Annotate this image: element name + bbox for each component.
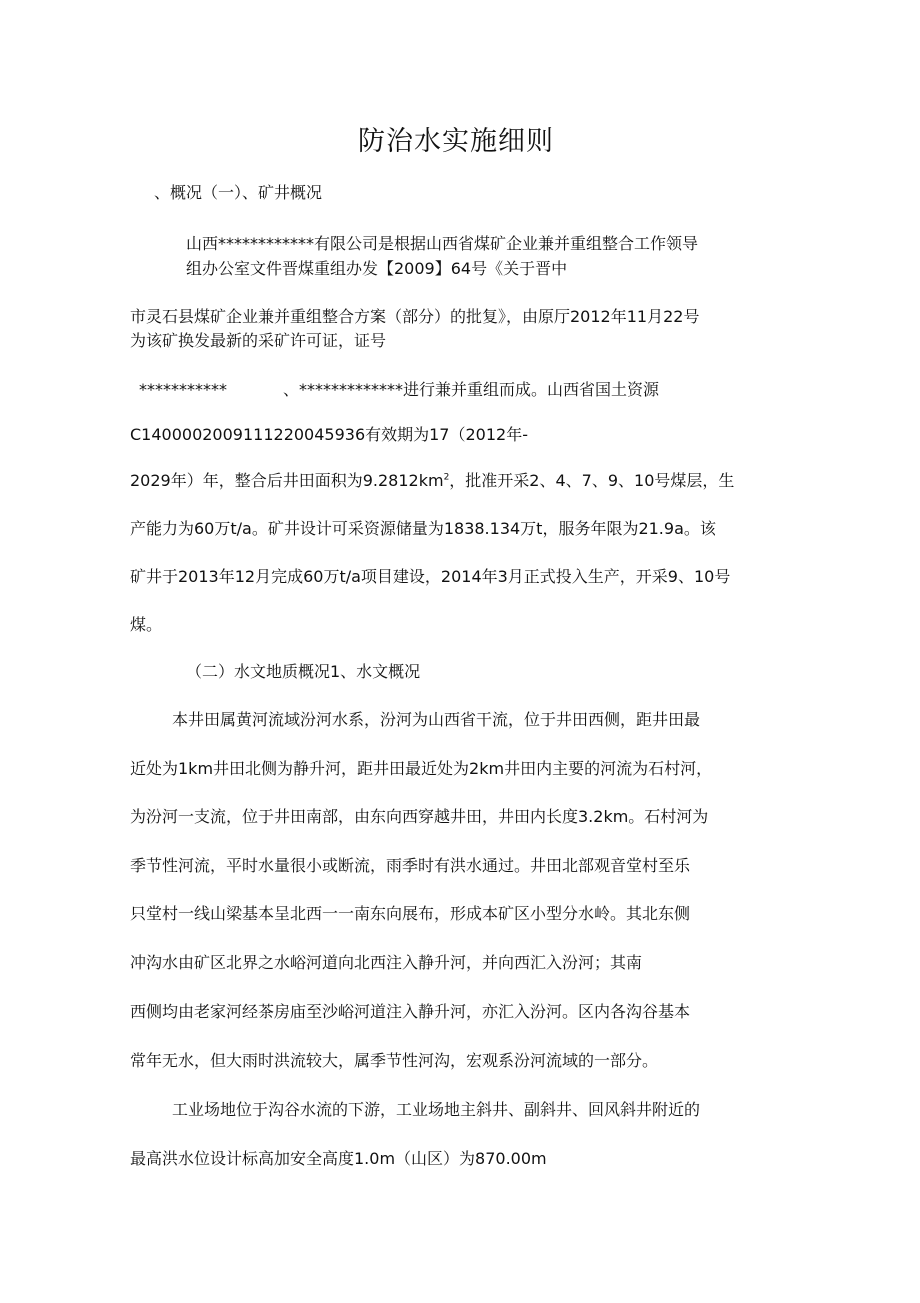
para1-line5-part2: 、*************进行兼并重组而成。山西省国土资源 [283,380,660,399]
para1-line7-text-a: 2029年）年，整合后井田面积为9.2812km [130,471,444,490]
para1-line5-part1: *********** [139,380,227,399]
para2-line8: 常年无水，但大雨时洪流较大，属季节性河沟，宏观系汾河流域的一部分。 [130,1051,659,1070]
para2-line5: 只堂村一线山梁基本呈北西一一南东向展布，形成本矿区小型分水岭。其北东侧 [130,904,691,923]
para1-line9: 矿井于2013年12月完成60万t/a项目建设，2014年3月正式投入生产，开采9、10号 [130,567,731,586]
para3-line1: 工业场地位于沟谷水流的下游，工业场地主斜井、副斜井、回风斜井附近的 [172,1100,701,1119]
para1-line2: 组办公室文件晋煤重组办发【2009】64号《关于晋中 [186,259,568,278]
para1-line7 [130,470,734,492]
para2-line4: 季节性河流，平时水量很小或断流，雨季时有洪水通过。井田北部观音堂村至乐 [130,856,691,875]
para1-line1: 山西************有限公司是根据山西省煤矿企业兼并重组整合工作领导 [186,234,699,253]
para2-line2: 近处为1km井田北侧为静升河，距井田最近处为2km井田内主要的河流为石村河， [130,759,713,778]
para1-line8: 产能力为60万t/a。矿井设计可采资源储量为1838.134万t，服务年限为21.9a。该 [130,519,716,538]
para3-line2: 最高洪水位设计标高加安全高度1.0m（山区）为870.00m [130,1149,547,1168]
section-heading-hydrogeology: （二）水文地质概况1、水文概况 [186,662,421,681]
section-heading-overview: 、概况（一）、矿井概况 [154,183,323,202]
para2-line3: 为汾河一支流，位于井田南部，由东向西穿越井田，井田内长度3.2km。石村河为 [130,807,709,826]
para1-line6: C1400002009111220045936有效期为17（2012年- [130,425,528,444]
document-title: 防治水实施细则 [358,126,554,157]
para1-line4: 为该矿换发最新的采矿许可证，证号 [130,331,387,350]
para2-line7: 西侧均由老家河经茶房庙至沙峪河道注入静升河，亦汇入汾河。区内各沟谷基本 [130,1002,691,1021]
para2-line1: 本井田属黄河流域汾河水系，汾河为山西省干流，位于井田西侧，距井田最 [172,710,701,729]
para1-line7-text-b: ，批准开采2、4、7、9、10号煤层，生 [449,471,735,490]
para1-line3: 市灵石县煤矿企业兼并重组整合方案（部分）的批复》，由原厅2012年11月22号 [130,307,700,326]
superscript-2: 2 [443,472,450,483]
para1-line10: 煤。 [130,615,163,634]
para2-line6: 冲沟水由矿区北界之水峪河道向北西注入静升河，并向西汇入汾河；其南 [130,953,643,972]
